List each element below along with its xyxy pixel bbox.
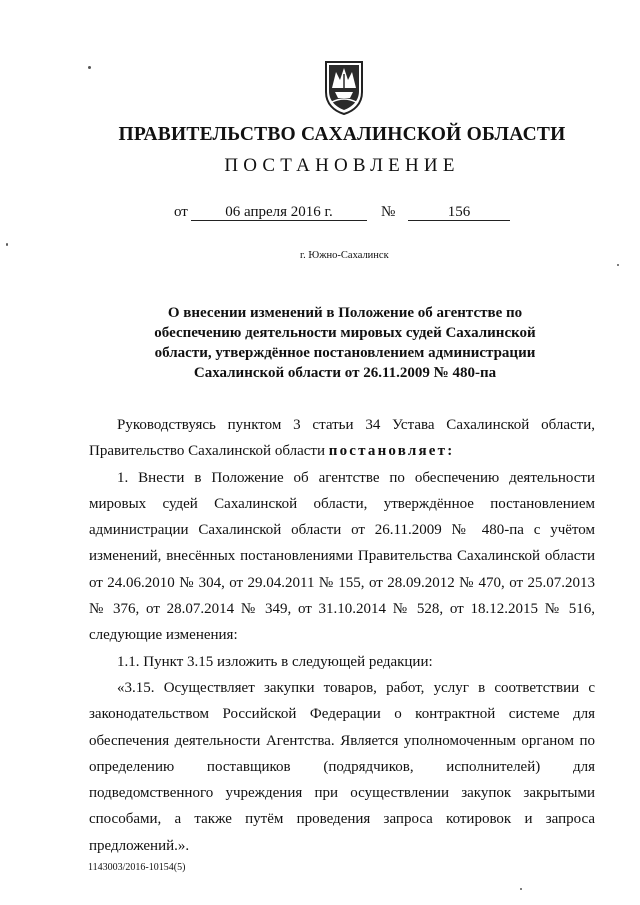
number-label: № — [381, 204, 396, 220]
scan-speck — [6, 243, 8, 246]
paragraph-item-1-1: 1.1. Пункт 3.15 изложить в следующей редакции: — [117, 653, 433, 670]
document-subject: О внесении изменений в Положение об агентстве по обеспечению деятельности мировых судей Сахалинской области, утверждённое постановлением администрации Сахалинской области от 26.11.2009 № 480-па — [154, 305, 536, 381]
paragraph-quote: «3.15. Осуществляет закупки товаров, работ, услуг в соответствии с законодательством Российской Федерации о контрактной системе для обеспечения деятельности Агентства. Является уполномоченным органом по определению поставщиков (подрядчиков, исполнителей) для подведомственного учреждения при осуществлении закупок закрытыми способами, а также путём проведения запроса котировок и запроса предложений.». — [89, 679, 595, 854]
preamble-text: Руководствуясь пунктом 3 статьи 34 Устава Сахалинской области, Правительство Сахалинской области — [89, 417, 595, 460]
decree-word: постановляет: — [328, 443, 455, 460]
date-from-label: от — [174, 204, 188, 220]
document-body — [89, 412, 595, 859]
scan-speck — [617, 264, 619, 266]
document-type: ПОСТАНОВЛЕНИЕ — [224, 155, 460, 176]
document-date: 06 апреля 2016 г. — [191, 204, 367, 221]
sakhalin-coat-of-arms-icon — [322, 58, 366, 116]
document-code: 1143003/2016-10154(5) — [88, 862, 186, 873]
paragraph-preamble — [89, 412, 595, 465]
scan-speck — [520, 888, 522, 890]
paragraph-item-1: 1. Внести в Положение об агентстве по обеспечению деятельности мировых судей Сахалинской области, утверждённое постановлением администрации Сахалинской области от 26.11.2009 № 480-па с учётом изменений, внесённых постановлениями Правительства Сахалинской области от 24.06.2010 № 304, от 29.04.2011 № 155, от 28.09.2012 № 470, от 25.07.2013 № 376, от 28.07.2014 № 349, от 31.10.2014 № 528, от 18.12.2015 № 516, следующие изменения: — [89, 469, 595, 644]
scan-speck — [88, 66, 91, 69]
city-name: г. Южно-Сахалинск — [300, 250, 389, 261]
document-number: 156 — [408, 204, 510, 221]
organization-title: ПРАВИТЕЛЬСТВО САХАЛИНСКОЙ ОБЛАСТИ — [118, 124, 566, 145]
